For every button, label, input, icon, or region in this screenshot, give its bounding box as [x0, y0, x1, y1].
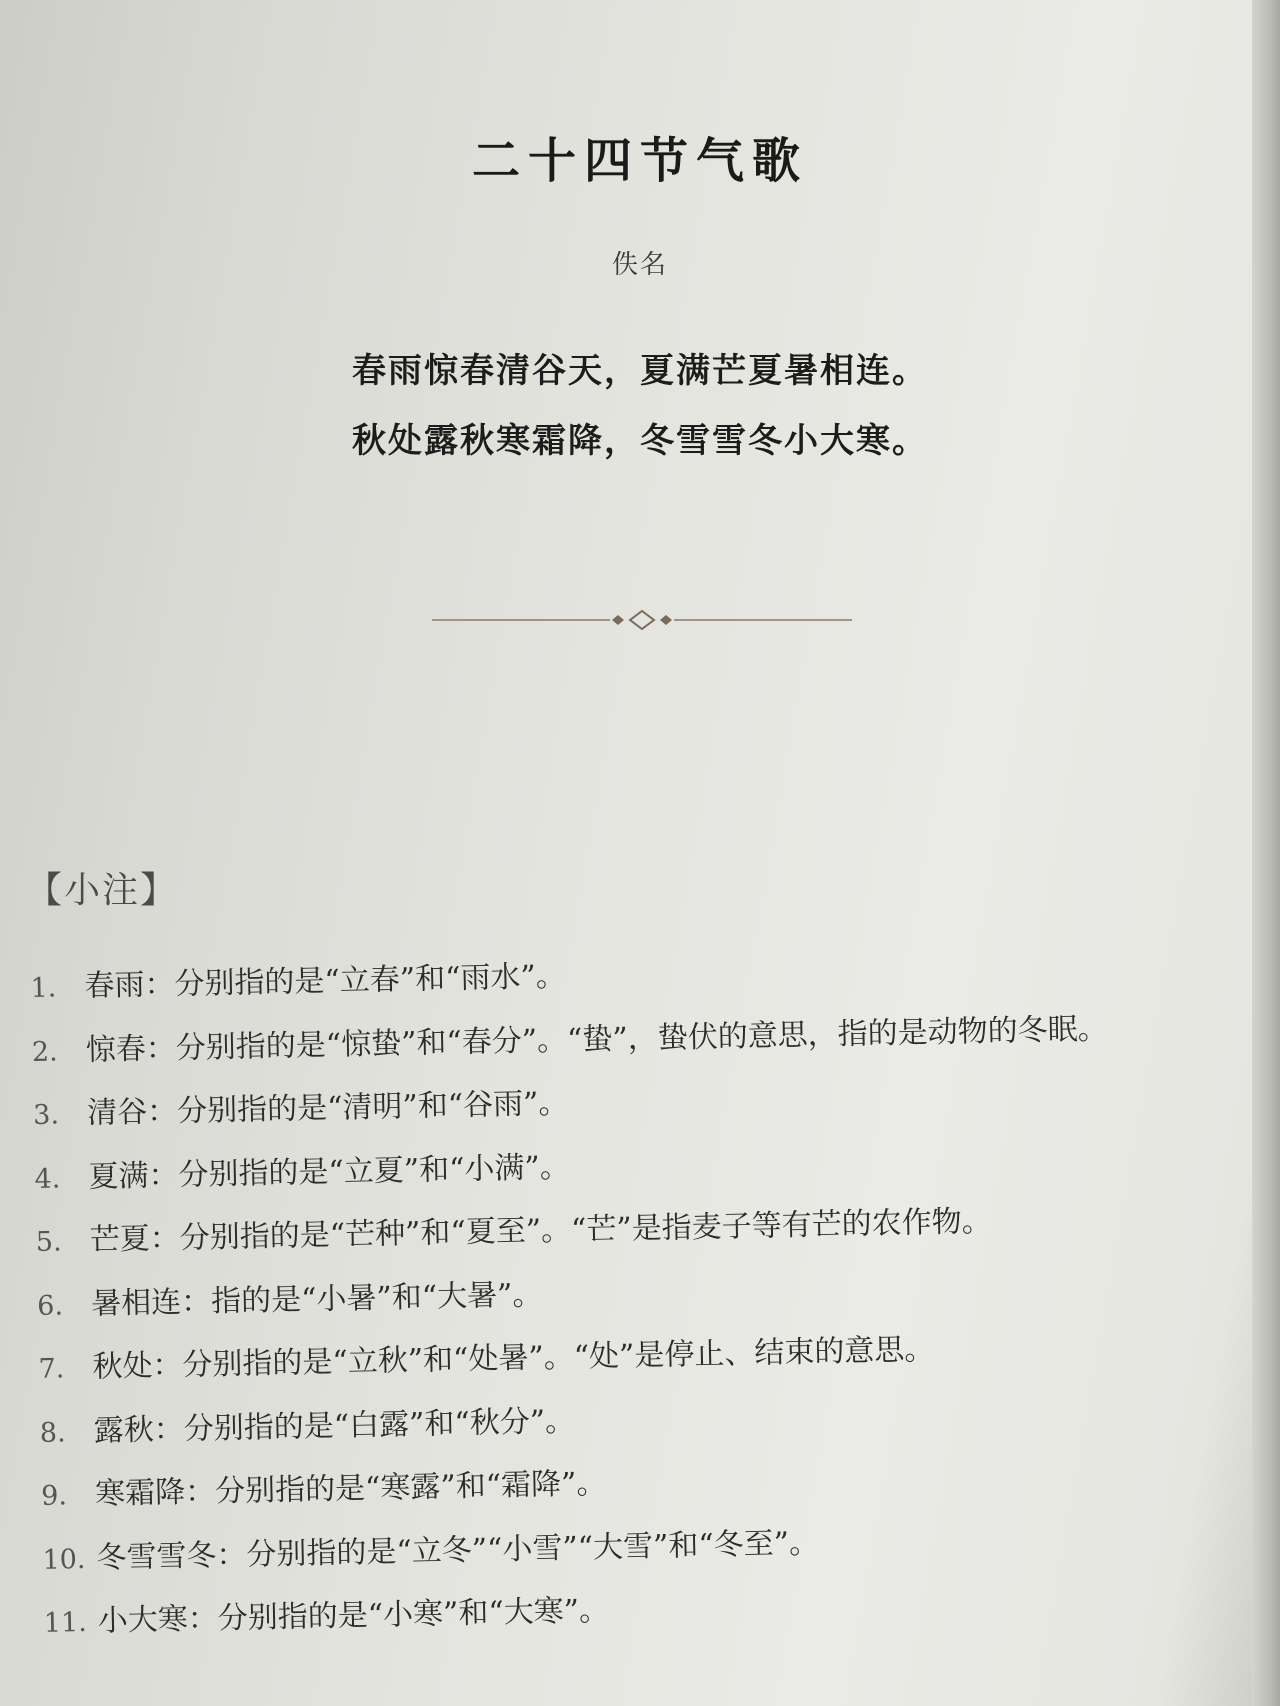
notes-heading: 【小注】	[26, 870, 179, 911]
poem-line-2: 秋处露秋寒霜降，冬雪雪冬小大寒。	[352, 421, 928, 461]
notes-list	[30, 937, 1244, 1660]
note-text: 露秋：分别指的是“白露”和“秋分”。	[93, 1403, 576, 1449]
author: 佚名	[611, 250, 668, 280]
note-text: 冬雪雪冬：分别指的是“立冬”“小雪”“大雪”和“冬至”。	[96, 1525, 820, 1576]
note-text: 寒霜降：分别指的是“寒露”和“霜降”。	[94, 1466, 607, 1512]
page-title: 二十四节气歌	[471, 133, 808, 189]
poem	[0, 336, 1280, 476]
note-number: 8.	[39, 1416, 66, 1449]
note-number: 4.	[34, 1162, 61, 1195]
note-text: 小大寒：分别指的是“小寒”和“大寒”。	[97, 1593, 610, 1639]
note-number: 1.	[30, 972, 57, 1004]
note-text: 暑相连：指的是“小暑”和“大暑”。	[90, 1276, 543, 1322]
ornamental-divider	[432, 608, 852, 632]
note-number: 7.	[38, 1353, 65, 1385]
note-number: 2.	[31, 1035, 58, 1068]
note-number: 9.	[40, 1480, 68, 1512]
note-number: 6.	[36, 1289, 64, 1322]
note-text: 清谷：分别指的是“清明”和“谷雨”。	[86, 1085, 569, 1131]
note-number: 3.	[32, 1099, 60, 1131]
note-number: 10.	[42, 1543, 86, 1576]
poem-line-1: 春雨惊春清谷天，夏满芒夏暑相连。	[352, 351, 928, 391]
note-text: 秋处：分别指的是“立秋”和“处暑”。“处”是停止、结束的意思。	[92, 1332, 935, 1385]
note-text: 芒夏：分别指的是“芒种”和“夏至”。“芒”是指麦子等有芒的农作物。	[89, 1203, 993, 1258]
note-text: 夏满：分别指的是“立夏”和“小满”。	[88, 1149, 571, 1195]
note-number: 11.	[43, 1606, 88, 1639]
note-number: 5.	[35, 1226, 62, 1258]
note-text: 惊春：分别指的是“惊蛰”和“春分”。“蛰”，蛰伏的意思，指的是动物的冬眠。	[85, 1010, 1109, 1068]
note-text: 春雨：分别指的是“立春”和“雨水”。	[84, 958, 567, 1004]
